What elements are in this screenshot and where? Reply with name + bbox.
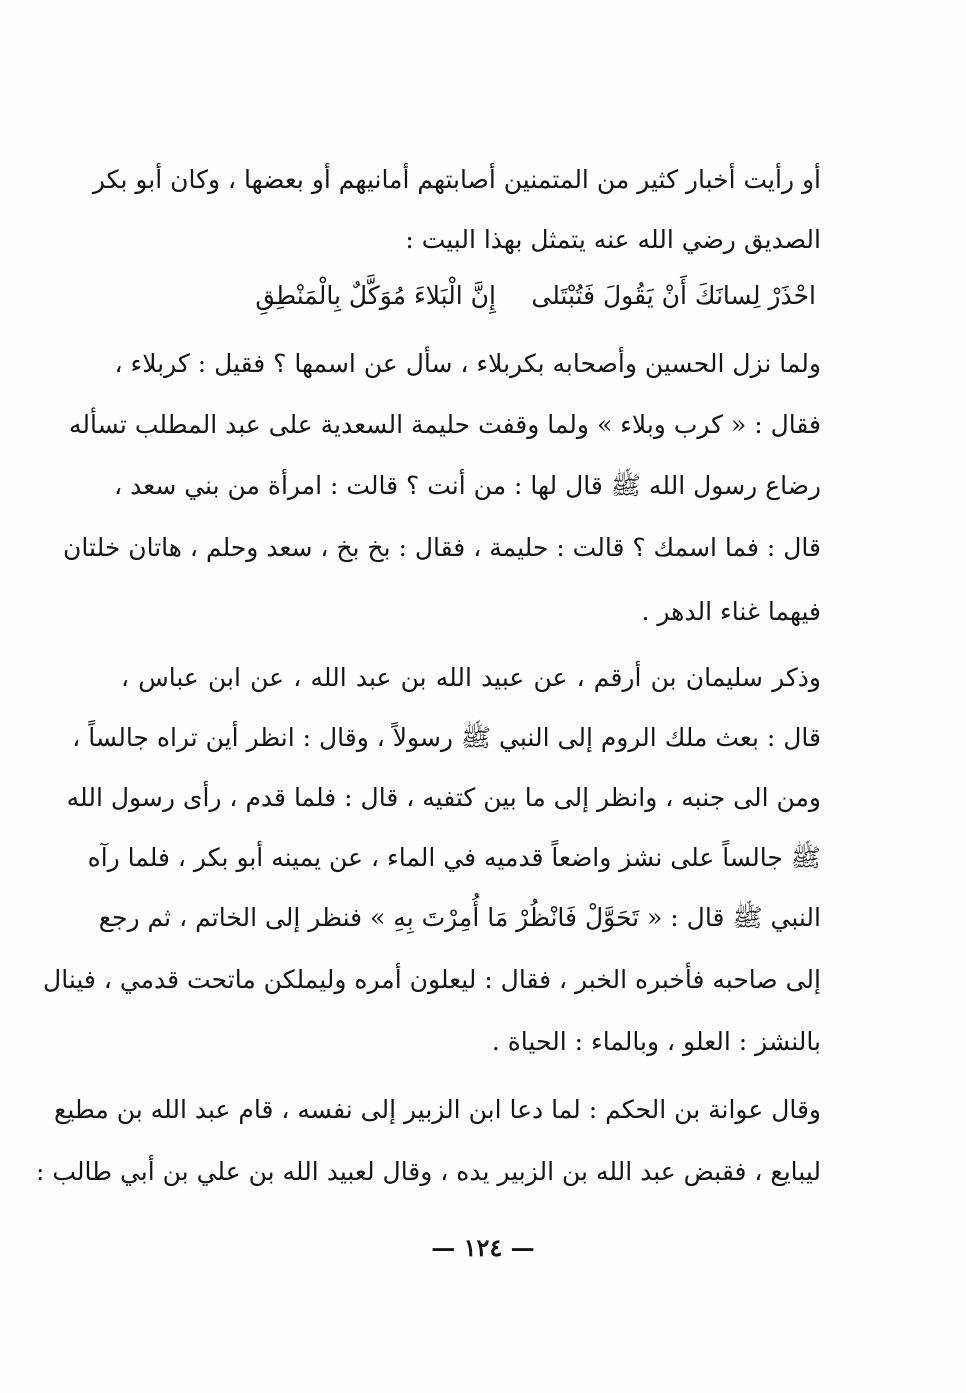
paragraph-4-line-1: وقال عوانة بن الحكم : لما دعا ابن الزبير إلى نفسه ، قام عبد الله بن مطيع bbox=[54, 1095, 821, 1124]
paragraph-1-line-1: أو رأيت أخبار كثير من المتمنين أصابتهم أمانيهم أو بعضها ، وكان أبو بكر bbox=[92, 165, 821, 194]
verse-first-hemistich: احْذَرْ لِسانَكَ أَنْ يَقُولَ فَتُبْتَلى bbox=[531, 281, 816, 310]
paragraph-3-line-3: ومن الى جنبه ، وانظر إلى ما بين كتفيه ، قال : فلما قدم ، رأى رسول الله bbox=[66, 783, 821, 812]
paragraph-2-line-5: فيهما غناء الدهر . bbox=[641, 597, 821, 626]
paragraph-2-line-3: رضاع رسول الله ﷺ قال لها : من أنت ؟ قالت : امرأة من بني سعد ، bbox=[114, 471, 821, 500]
paragraph-3-line-4: ﷺ جالساً على نشز واضعاً قدميه في الماء ، عن يمينه أبو بكر ، فلما رآه bbox=[87, 843, 821, 872]
paragraph-3-line-5: النبي ﷺ قال : « تَحَوَّلْ فَانْظُرْ مَا أُمِرْتَ بِهِ » فنظر إلى الخاتم ، ثم رجع bbox=[98, 903, 821, 932]
paragraph-2-line-4: قال : فما اسمك ؟ قالت : حليمة ، فقال : بخ بخ ، سعد وحلم ، هاتان خلتان bbox=[63, 533, 821, 562]
paragraph-3-line-6: إلى صاحبه فأخبره الخبر ، فقال : ليعلون أمره وليملكن ماتحت قدمي ، فينال bbox=[43, 965, 821, 994]
page-number: — ١٢٤ — bbox=[431, 1233, 535, 1262]
paragraph-3-line-1: وذكر سليمان بن أرقم ، عن عبيد الله بن عبد الله ، عن ابن عباس ، bbox=[121, 663, 821, 692]
paragraph-2-line-2: فقال : « كرب وبلاء » ولما وقفت حليمة السعدية على عبد المطلب تسأله bbox=[68, 410, 821, 439]
verse-second-hemistich: إِنَّ الْبَلاءَ مُوَكَّلٌ بِالْمَنْطِقِ bbox=[255, 281, 496, 310]
paragraph-3-line-2: قال : بعث ملك الروم إلى النبي ﷺ رسولاً ، وقال : انظر أين تراه جالساً ، bbox=[72, 723, 821, 752]
paragraph-2-line-1: ولما نزل الحسين وأصحابه بكربلاء ، سأل عن اسمها ؟ فقيل : كربلاء ، bbox=[114, 349, 821, 378]
paragraph-3-line-7: بالنشز : العلو ، وبالماء : الحياة . bbox=[491, 1027, 821, 1056]
paragraph-4-line-2: ليبايع ، فقبض عبد الله بن الزبير يده ، وقال لعبيد الله بن علي بن أبي طالب : bbox=[35, 1157, 821, 1186]
paragraph-1-line-2: الصديق رضي الله عنه يتمثل بهذا البيت : bbox=[405, 225, 821, 254]
